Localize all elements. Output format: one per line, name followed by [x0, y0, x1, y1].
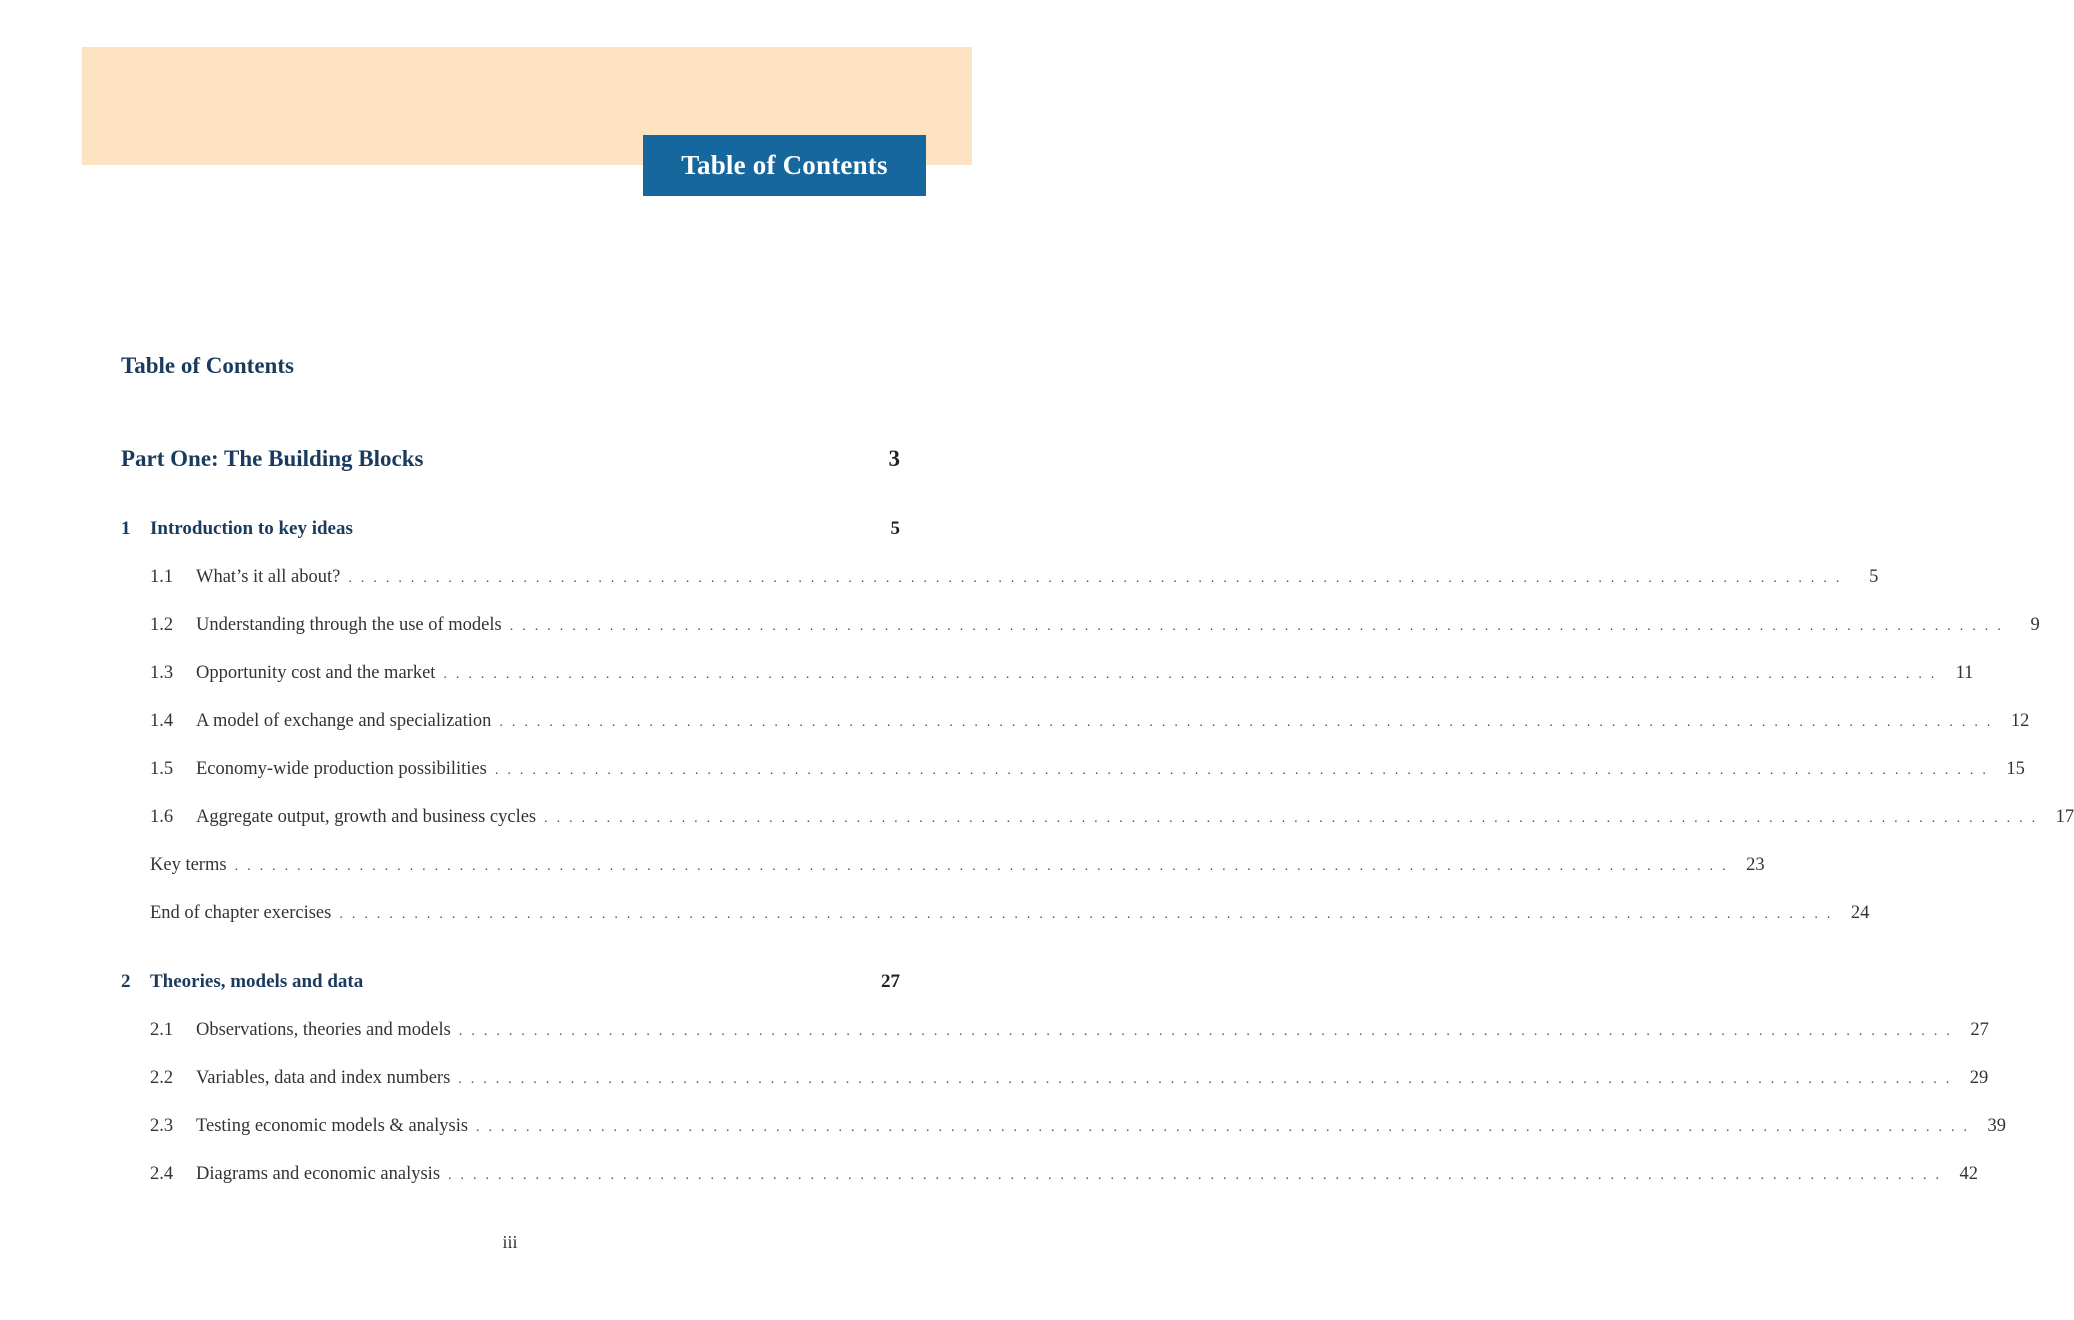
entry-title: End of chapter exercises: [150, 903, 332, 923]
page-number: iii: [502, 1232, 518, 1252]
entry-number: 2.3: [150, 1116, 174, 1136]
dot-leader: ........................................................................................................................: [234, 859, 1735, 874]
toc-entry-2-3[interactable]: [150, 1116, 2007, 1137]
toc-entry-key-terms[interactable]: [150, 855, 1765, 876]
entry-title: Key terms: [150, 855, 227, 875]
entry-number: 1.3: [150, 663, 174, 683]
entry-number: 1.5: [150, 759, 174, 779]
entry-number: 1.6: [150, 807, 174, 827]
entry-title: Opportunity cost and the market: [196, 663, 436, 683]
entry-page: 23: [1746, 855, 1765, 875]
toc-entry-2-2[interactable]: [150, 1068, 1989, 1089]
toc-entry-1-3[interactable]: [150, 663, 1974, 684]
chapter-1-link[interactable]: [121, 518, 900, 540]
entry-page: 9: [2030, 615, 2040, 635]
dot-leader: ........................................................................................................................: [494, 763, 1995, 778]
entry-title: Aggregate output, growth and business cycles: [196, 807, 537, 827]
entry-number: 1.2: [150, 615, 174, 635]
toc-entry-2-1[interactable]: [150, 1020, 1989, 1041]
entry-page: 24: [1850, 903, 1870, 923]
part-title: Part One: The Building Blocks: [121, 446, 424, 471]
toc-entry-1-6[interactable]: [150, 807, 2074, 828]
dot-leader: ........................................................................................................................: [509, 619, 2010, 634]
entry-title: Testing economic models & analysis: [196, 1116, 469, 1136]
dot-leader: ........................................................................................................................: [476, 1120, 1977, 1135]
chapter-2-link[interactable]: [121, 971, 900, 993]
dot-leader: ........................................................................................................................: [499, 715, 2000, 730]
toc-entry-1-1[interactable]: [150, 567, 1879, 588]
toc-entry-1-5[interactable]: [150, 759, 2025, 780]
chapter-number: 2: [121, 971, 131, 992]
entry-title: Diagrams and economic analysis: [196, 1164, 441, 1184]
toc-entry-1-2[interactable]: [150, 615, 2040, 636]
entry-page: 15: [2006, 759, 2025, 779]
entry-page: 12: [2010, 711, 2030, 731]
part-one-link[interactable]: [121, 446, 900, 472]
entry-page: 29: [1969, 1068, 1989, 1088]
entry-page: 39: [1987, 1116, 2007, 1136]
toc-entry-1-4[interactable]: [150, 711, 2030, 732]
entry-title: Observations, theories and models: [196, 1020, 451, 1040]
toc-entry-exercises[interactable]: [150, 903, 1870, 924]
header-tab: Table of Contents: [643, 135, 926, 196]
part-page: 3: [888, 446, 900, 471]
entry-page: 42: [1959, 1164, 1979, 1184]
entry-page: 27: [1970, 1020, 1989, 1040]
chapter-number: 1: [121, 518, 131, 539]
chapter-title: Introduction to key ideas: [150, 518, 353, 539]
entry-number: 2.1: [150, 1020, 174, 1040]
entry-title: What’s it all about?: [196, 567, 341, 587]
chapter-title: Theories, models and data: [150, 971, 364, 992]
entry-number: 2.4: [150, 1164, 174, 1184]
chapter-page: 27: [881, 971, 900, 992]
dot-leader: ........................................................................................................................: [458, 1024, 1959, 1039]
dot-leader: ........................................................................................................................: [348, 571, 1849, 586]
entry-title: Variables, data and index numbers: [196, 1068, 451, 1088]
dot-leader: ........................................................................................................................: [458, 1072, 1959, 1087]
dot-leader: ........................................................................................................................: [448, 1168, 1949, 1183]
entry-page: 5: [1869, 567, 1879, 587]
toc-entry-2-4[interactable]: [150, 1164, 1979, 1185]
entry-title: A model of exchange and specialization: [196, 711, 492, 731]
entry-number: 1.1: [150, 567, 174, 587]
entry-title: Understanding through the use of models: [196, 615, 502, 635]
entry-number: 1.4: [150, 711, 174, 731]
dot-leader: ........................................................................................................................: [443, 667, 1944, 682]
entry-title: Economy-wide production possibilities: [196, 759, 487, 779]
toc-heading: Table of Contents: [121, 353, 294, 378]
dot-leader: ........................................................................................................................: [339, 907, 1840, 922]
entry-number: 2.2: [150, 1068, 174, 1088]
entry-page: 11: [1955, 663, 1974, 683]
chapter-page: 5: [890, 518, 900, 539]
entry-page: 17: [2055, 807, 2074, 827]
dot-leader: ........................................................................................................................: [544, 811, 2045, 826]
